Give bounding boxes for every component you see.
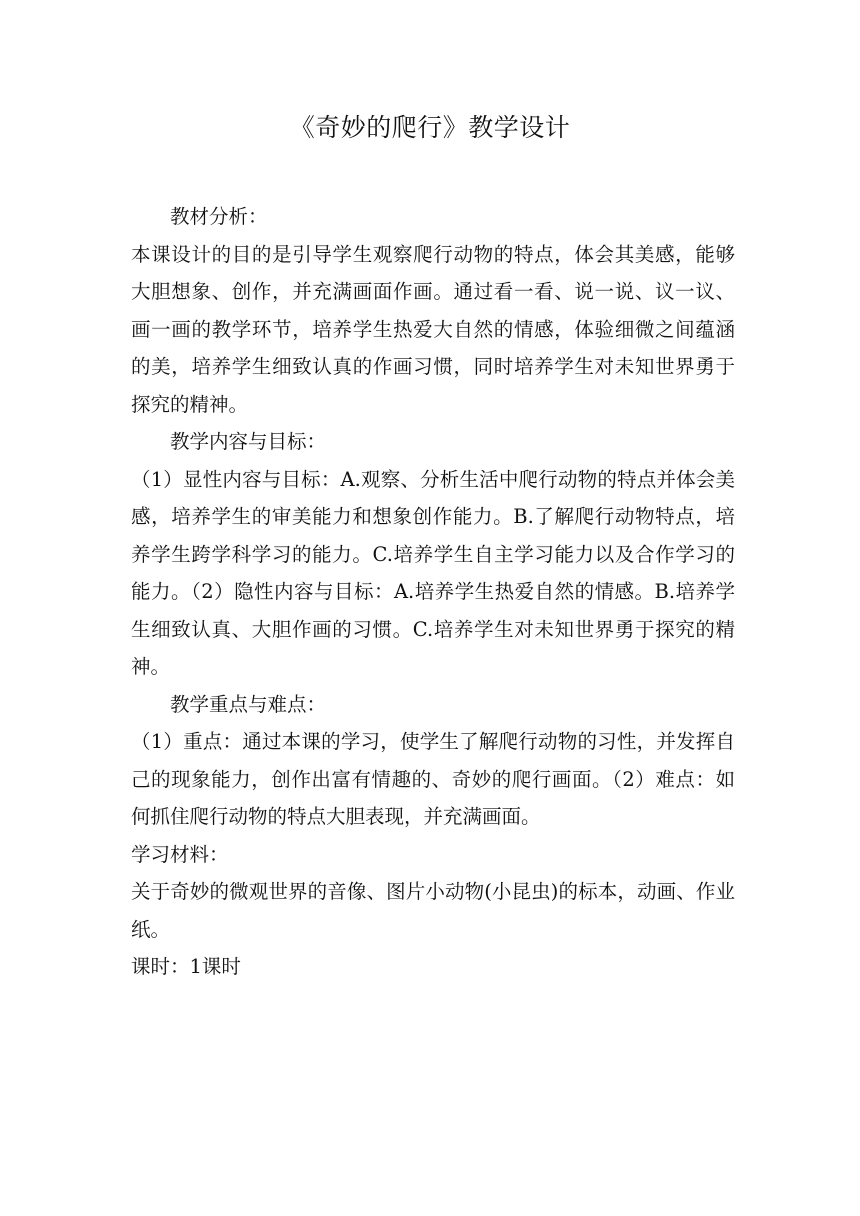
- section-paragraph-key-difficult-points: （1）重点：通过本课的学习，使学生了解爬行动物的习性，并发挥自己的现象能力，创作出富有情趣的、奇妙的爬行画面。（2）难点：如何抓住爬行动物的特点大胆表现，并充满画面。: [131, 730, 735, 828]
- section-heading-textbook-analysis: 教材分析：: [170, 205, 268, 228]
- document-body: [131, 198, 735, 986]
- section-heading-learning-materials: 学习材料：: [131, 842, 229, 866]
- section-paragraph-learning-materials: 关于奇妙的微观世界的音像、图片小动物(小昆虫)的标本，动画、作业纸。: [131, 880, 735, 941]
- section-heading-key-difficult-points: 教学重点与难点：: [170, 692, 327, 716]
- section-paragraph-textbook-analysis: 本课设计的目的是引导学生观察爬行动物的特点，体会其美感，能够大胆想象、创作，并充满画面作画。通过看一看、说一说、议一议、画一画的教学环节，培养学生热爱大自然的情感，体验细微之间蕴涵的美，培养学生细致认真的作画习惯，同时培养学生对未知世界勇于探究的精神。: [131, 242, 735, 416]
- document-title: 《奇妙的爬行》教学设计: [289, 113, 571, 142]
- section-paragraph-content-goals: （1）显性内容与目标：A.观察、分析生活中爬行动物的特点并体会美感，培养学生的审美能力和想象创作能力。B.了解爬行动物特点，培养学生跨学科学习的能力。C.培养学生自主学习能力以及合作学习的能力。（2）隐性内容与目标：A.培养学生热爱自然的情感。B.培养学生细致认真、大胆作画的习惯。C.培养学生对未知世界勇于探究的精神。: [131, 467, 735, 678]
- lesson-time: 课时：1课时: [131, 955, 241, 978]
- section-heading-content-goals: 教学内容与目标：: [170, 430, 327, 453]
